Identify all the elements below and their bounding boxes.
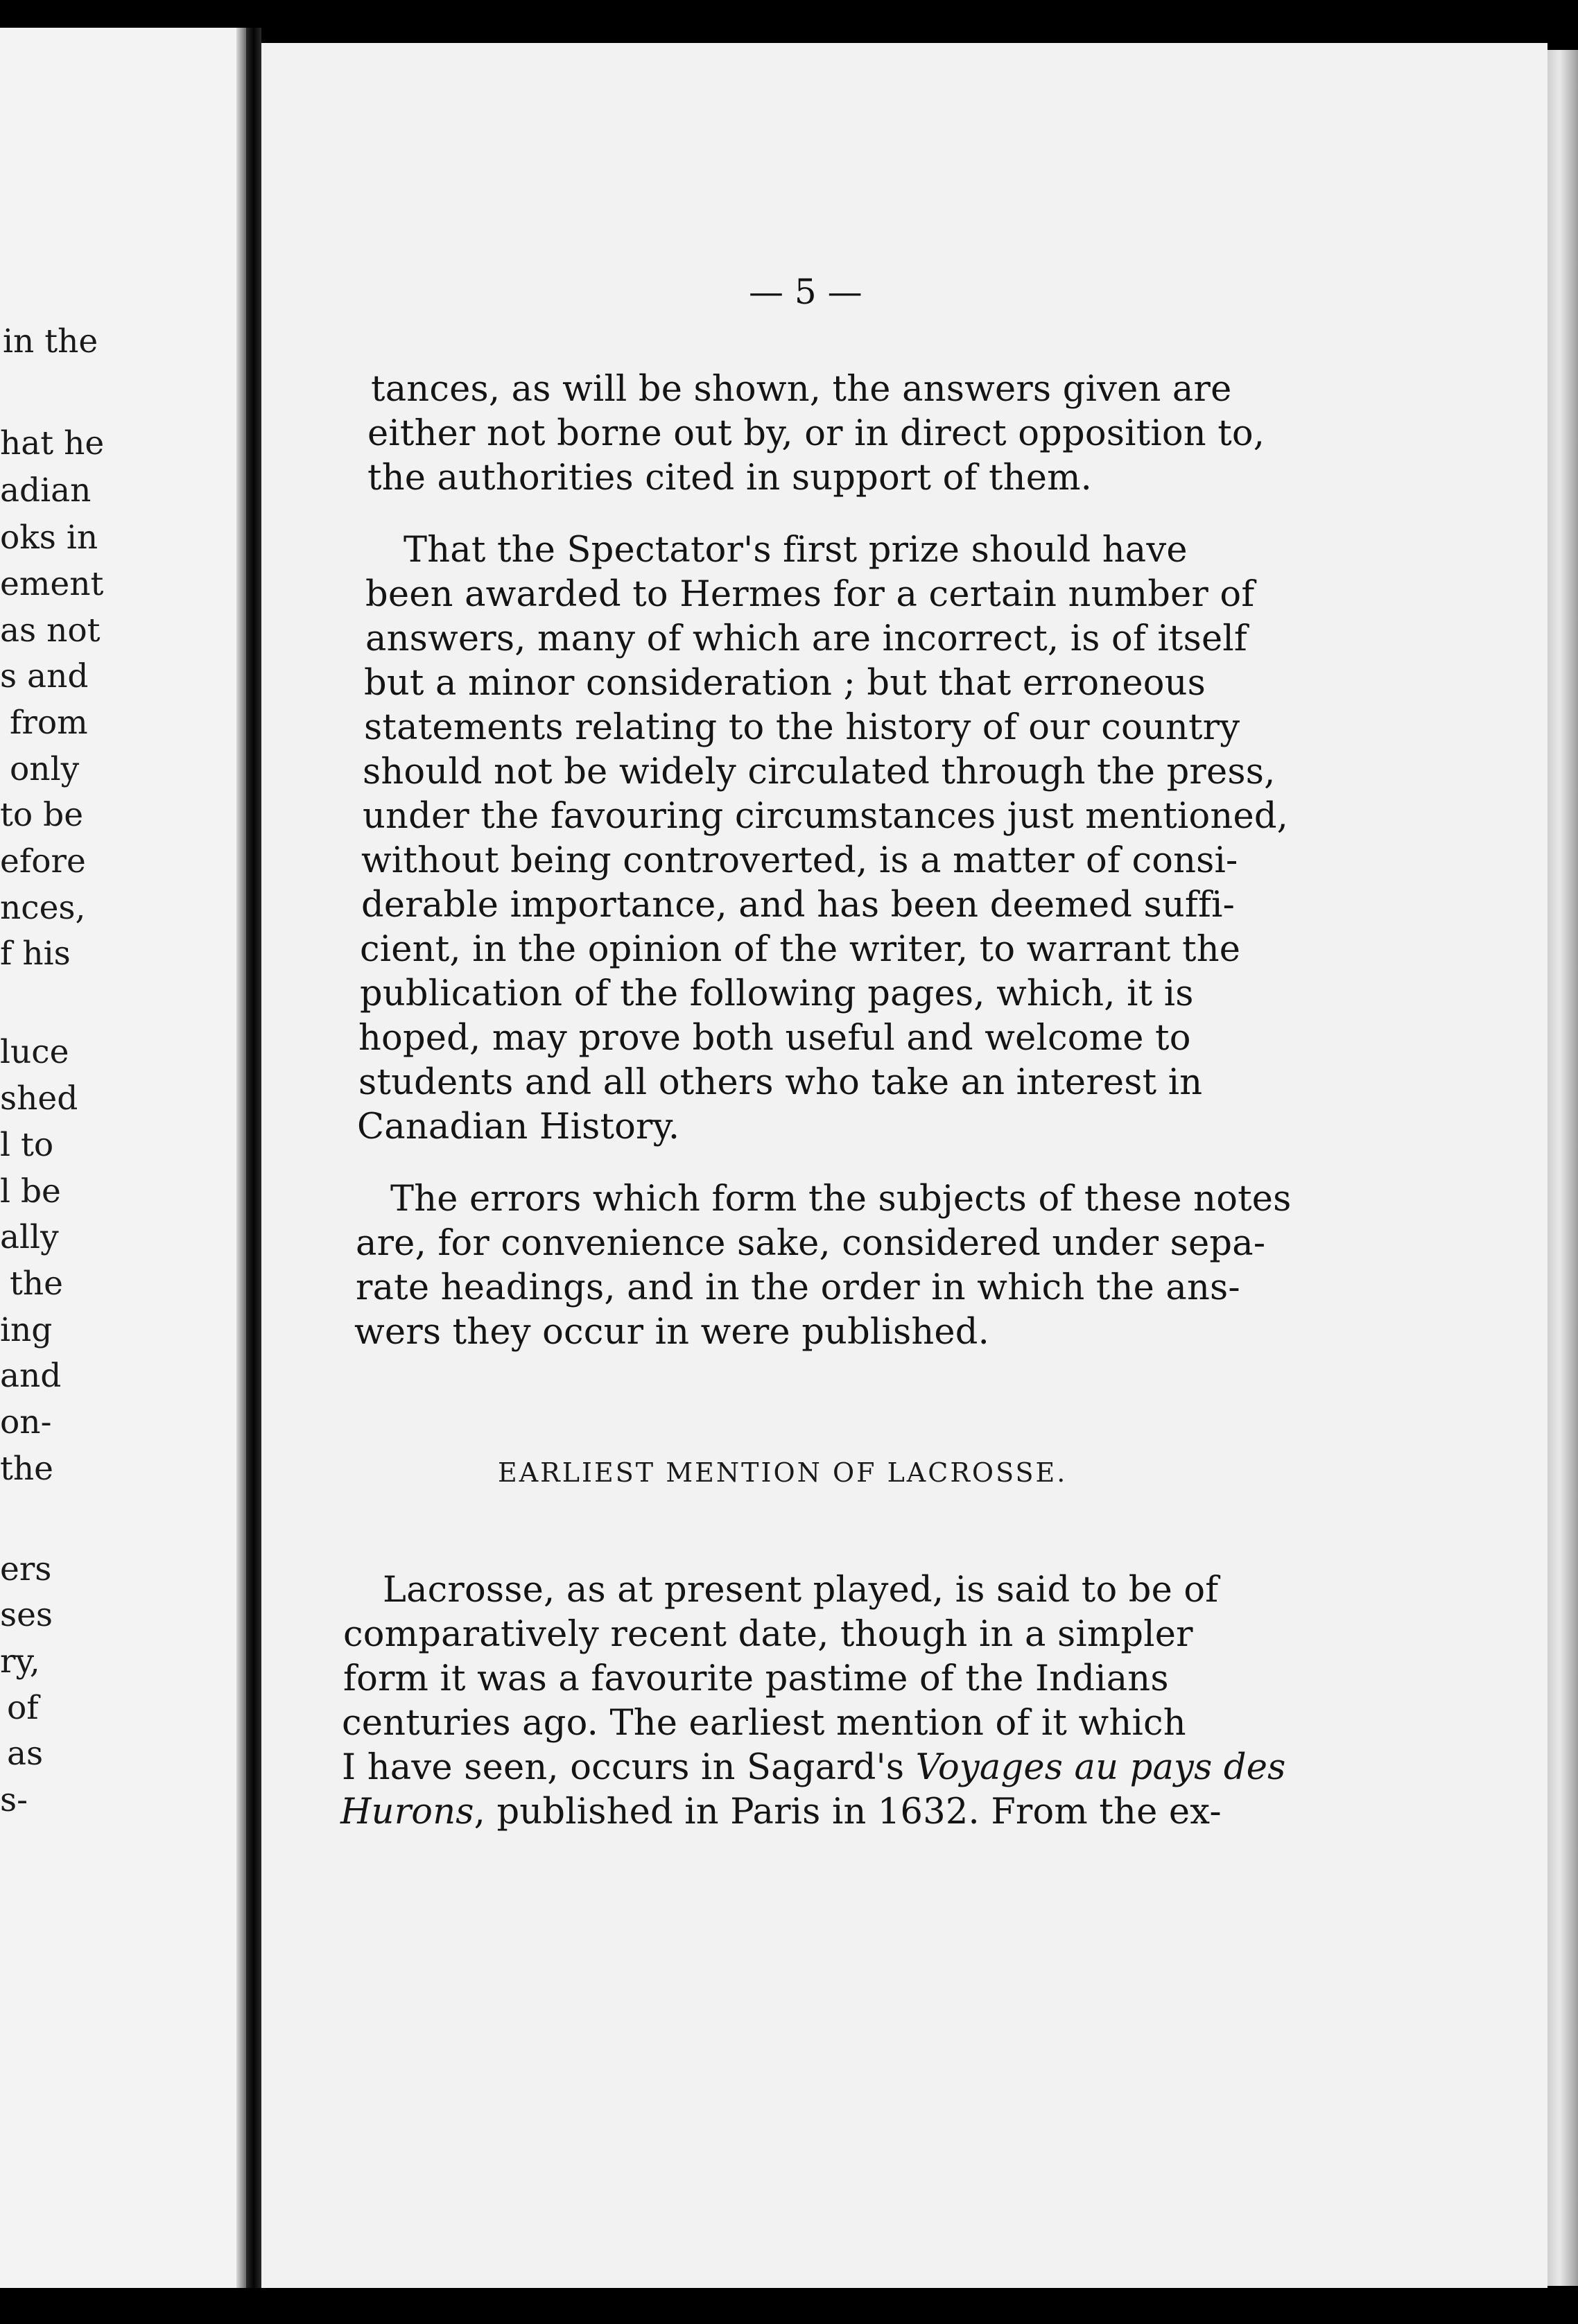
left-page-line: ing: [0, 1311, 53, 1349]
paragraph-2-line: without being controverted, is a matter of consi-: [361, 840, 1238, 881]
left-page-line: only: [10, 750, 80, 788]
paragraph-2-line: publication of the following pages, which, it is: [360, 973, 1194, 1014]
paragraph-1-line: tances, as will be shown, the answers given are: [371, 369, 1232, 410]
paragraph-1-line: the authorities cited in support of them.: [367, 458, 1093, 498]
left-page-line: efore: [0, 842, 86, 881]
left-page-line: hat he: [0, 424, 105, 462]
paragraph-4-line: centuries ago. The earliest mention of it which: [342, 1703, 1186, 1744]
paragraph-2-line: hoped, may prove both useful and welcome to: [358, 1018, 1191, 1059]
paragraph-2-line: under the favouring circumstances just mentioned,: [363, 796, 1289, 837]
paragraph-4-line: form it was a favourite pastime of the Indians: [343, 1658, 1169, 1699]
left-page-line: ement: [0, 565, 104, 603]
left-page-line: s-: [0, 1781, 28, 1819]
paragraph-4-line: [342, 1746, 1285, 1790]
paragraph-2-line: That the Spectator's first prize should have: [404, 530, 1188, 571]
left-page-line: on-: [0, 1403, 52, 1441]
paragraph-2-line: cient, in the opinion of the writer, to warrant the: [360, 929, 1241, 970]
paragraph-2-line: statements relating to the history of our country: [364, 707, 1240, 748]
paragraph-2-line: Canadian History.: [357, 1107, 680, 1147]
book-title-italic: Voyages au pays des: [915, 1747, 1286, 1788]
paragraph-3-line: are, for convenience sake, considered under sepa-: [356, 1223, 1266, 1264]
left-page-line: shed: [0, 1079, 78, 1118]
left-page-line: to be: [0, 796, 84, 834]
left-page-line: of: [7, 1689, 39, 1727]
left-page-line: f his: [0, 935, 71, 973]
page-number: — 5 —: [749, 272, 862, 312]
left-facing-page: [0, 28, 246, 2298]
left-page-line: ry,: [0, 1642, 40, 1681]
paragraph-3-line: rate headings, and in the order in which the ans-: [356, 1267, 1240, 1308]
left-page-line: from: [10, 704, 88, 742]
paragraph-3-line: wers they occur in were published.: [354, 1312, 990, 1353]
paragraph-2-line: derable importance, and has been deemed suffi-: [361, 885, 1235, 926]
scan-border-bottom: [0, 2288, 1578, 2324]
paragraph-2-line: students and all others who take an interest in: [358, 1062, 1203, 1103]
left-page-line: ers: [0, 1550, 52, 1588]
left-page-line: adian: [0, 471, 92, 510]
paragraph-4-text: I have seen, occurs in Sagard's: [342, 1747, 916, 1788]
left-page-line: ses: [0, 1596, 53, 1634]
left-page-line: and: [0, 1357, 62, 1395]
paragraph-2-line: been awarded to Hermes for a certain number of: [365, 574, 1255, 615]
paragraph-2-line: but a minor consideration ; but that erroneous: [364, 663, 1206, 704]
left-page-line: s and: [0, 657, 89, 695]
paragraph-4-line: [340, 1790, 1222, 1835]
paragraph-1-line: either not borne out by, or in direct opposition to,: [367, 413, 1265, 454]
paragraph-4-text: , published in Paris in 1632. From the ex-: [474, 1792, 1222, 1832]
left-page-line: the: [10, 1265, 63, 1303]
left-page-line: oks in: [0, 519, 98, 557]
left-page-line: l to: [0, 1126, 54, 1164]
section-heading: EARLIEST MENTION OF LACROSSE.: [498, 1457, 1068, 1488]
left-page-line: as: [7, 1735, 44, 1773]
main-page: [261, 43, 1547, 2293]
left-page-line: the: [0, 1450, 53, 1488]
paragraph-3-line: The errors which form the subjects of these notes: [390, 1179, 1292, 1220]
left-page-line: in the: [3, 322, 98, 361]
paragraph-2-line: should not be widely circulated through the press,: [363, 752, 1276, 792]
paragraph-4-line: comparatively recent date, though in a simpler: [343, 1614, 1193, 1655]
left-page-line: nces,: [0, 889, 86, 927]
left-page-line: as not: [0, 612, 101, 650]
left-page-line: ally: [0, 1218, 59, 1256]
left-page-shadow: [236, 28, 246, 2298]
paragraph-4-line: Lacrosse, as at present played, is said to be of: [383, 1570, 1219, 1611]
book-title-italic: Hurons: [340, 1792, 474, 1832]
left-page-line: l be: [0, 1172, 61, 1211]
page-edge: [1547, 50, 1578, 2286]
paragraph-2-line: answers, many of which are incorrect, is of itself: [365, 618, 1247, 659]
left-page-line: luce: [0, 1033, 69, 1071]
book-gutter: [246, 28, 261, 2298]
